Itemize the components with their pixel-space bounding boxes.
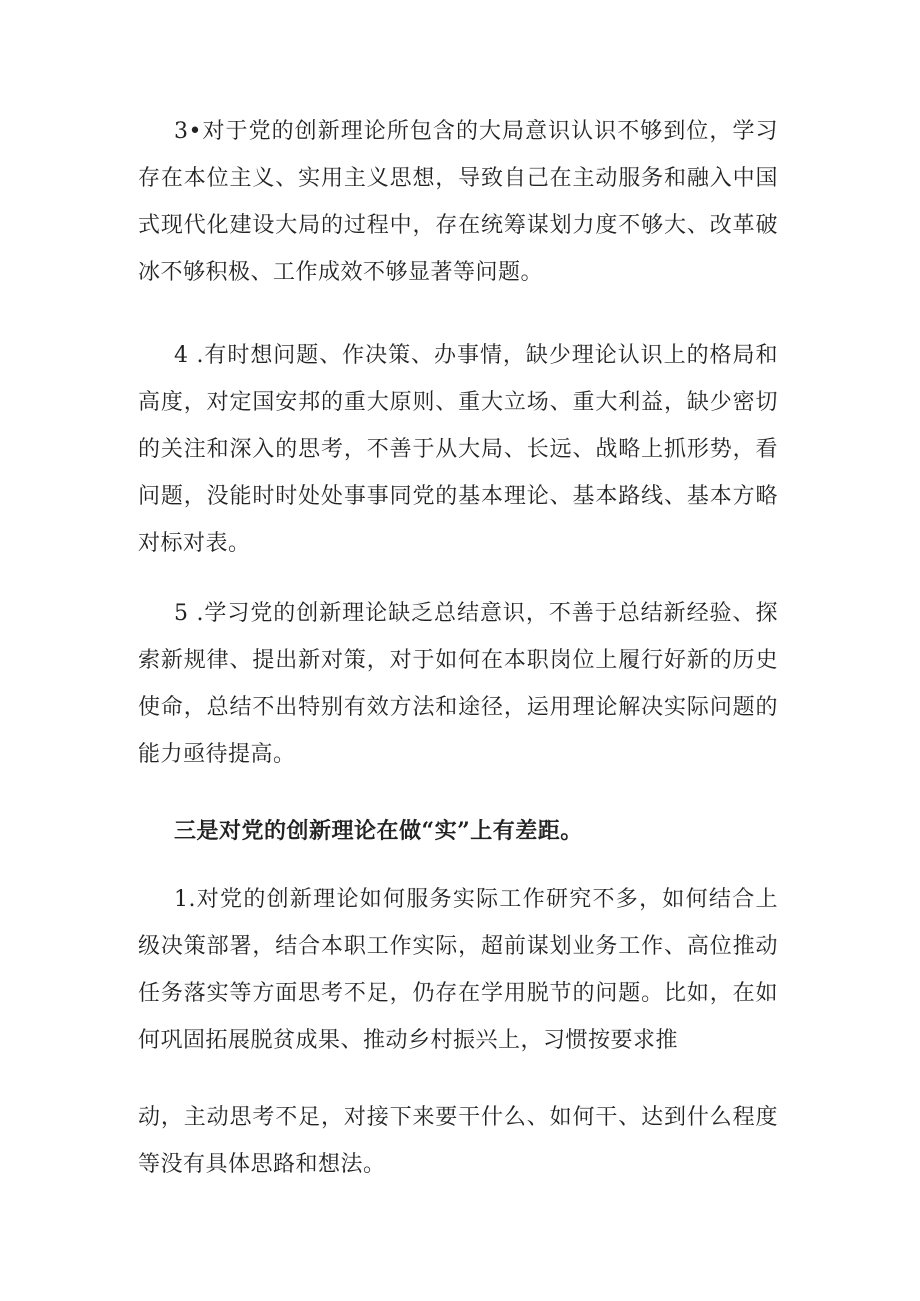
section-heading (138, 808, 778, 855)
paragraph-item-1-continued (138, 1094, 778, 1188)
paragraph-text: 1.对党的创新理论如何服务实际工作研究不多，如何结合上级决策部署，结合本职工作实际，超前谋划业务工作、高位推动任务落实等方面思考不足，仍存在学用脱节的问题。比如，在如何巩固拓展脱贫成果、推动乡村振兴上，习惯按要求推 (138, 887, 778, 1053)
paragraph-text: 4 .有时想问题、作决策、办事情，缺少理论认识上的格局和高度，对定国安邦的重大原则、重大立场、重大利益，缺少密切的关注和深入的思考，不善于从大局、长远、战略上抓形势，看问题，没能时时处处事事同党的基本理论、基本路线、基本方略对标对表。 (138, 343, 778, 556)
paragraph-item-3 (138, 108, 778, 296)
paragraph-item-5 (138, 590, 778, 778)
paragraph-text: 3•对于党的创新理论所包含的大局意识认识不够到位，学习存在本位主义、实用主义思想，导致自己在主动服务和融入中国式现代化建设大局的过程中，存在统筹谋划力度不够大、改革破冰不够积极、工作成效不够显著等问题。 (138, 119, 778, 285)
paragraph-item-1 (138, 876, 778, 1064)
paragraph-text: 5 .学习党的创新理论缺乏总结意识，不善于总结新经验、探索新规律、提出新对策，对于如何在本职岗位上履行好新的历史使命，总结不出特别有效方法和途径，运用理论解决实际问题的能力亟待提高。 (138, 601, 778, 767)
heading-text: 三是对党的创新理论在做“实”上有差距。 (174, 818, 583, 844)
paragraph-item-4 (138, 332, 778, 567)
paragraph-text: 动，主动思考不足，对接下来要干什么、如何干、达到什么程度等没有具体思路和想法。 (138, 1105, 778, 1177)
